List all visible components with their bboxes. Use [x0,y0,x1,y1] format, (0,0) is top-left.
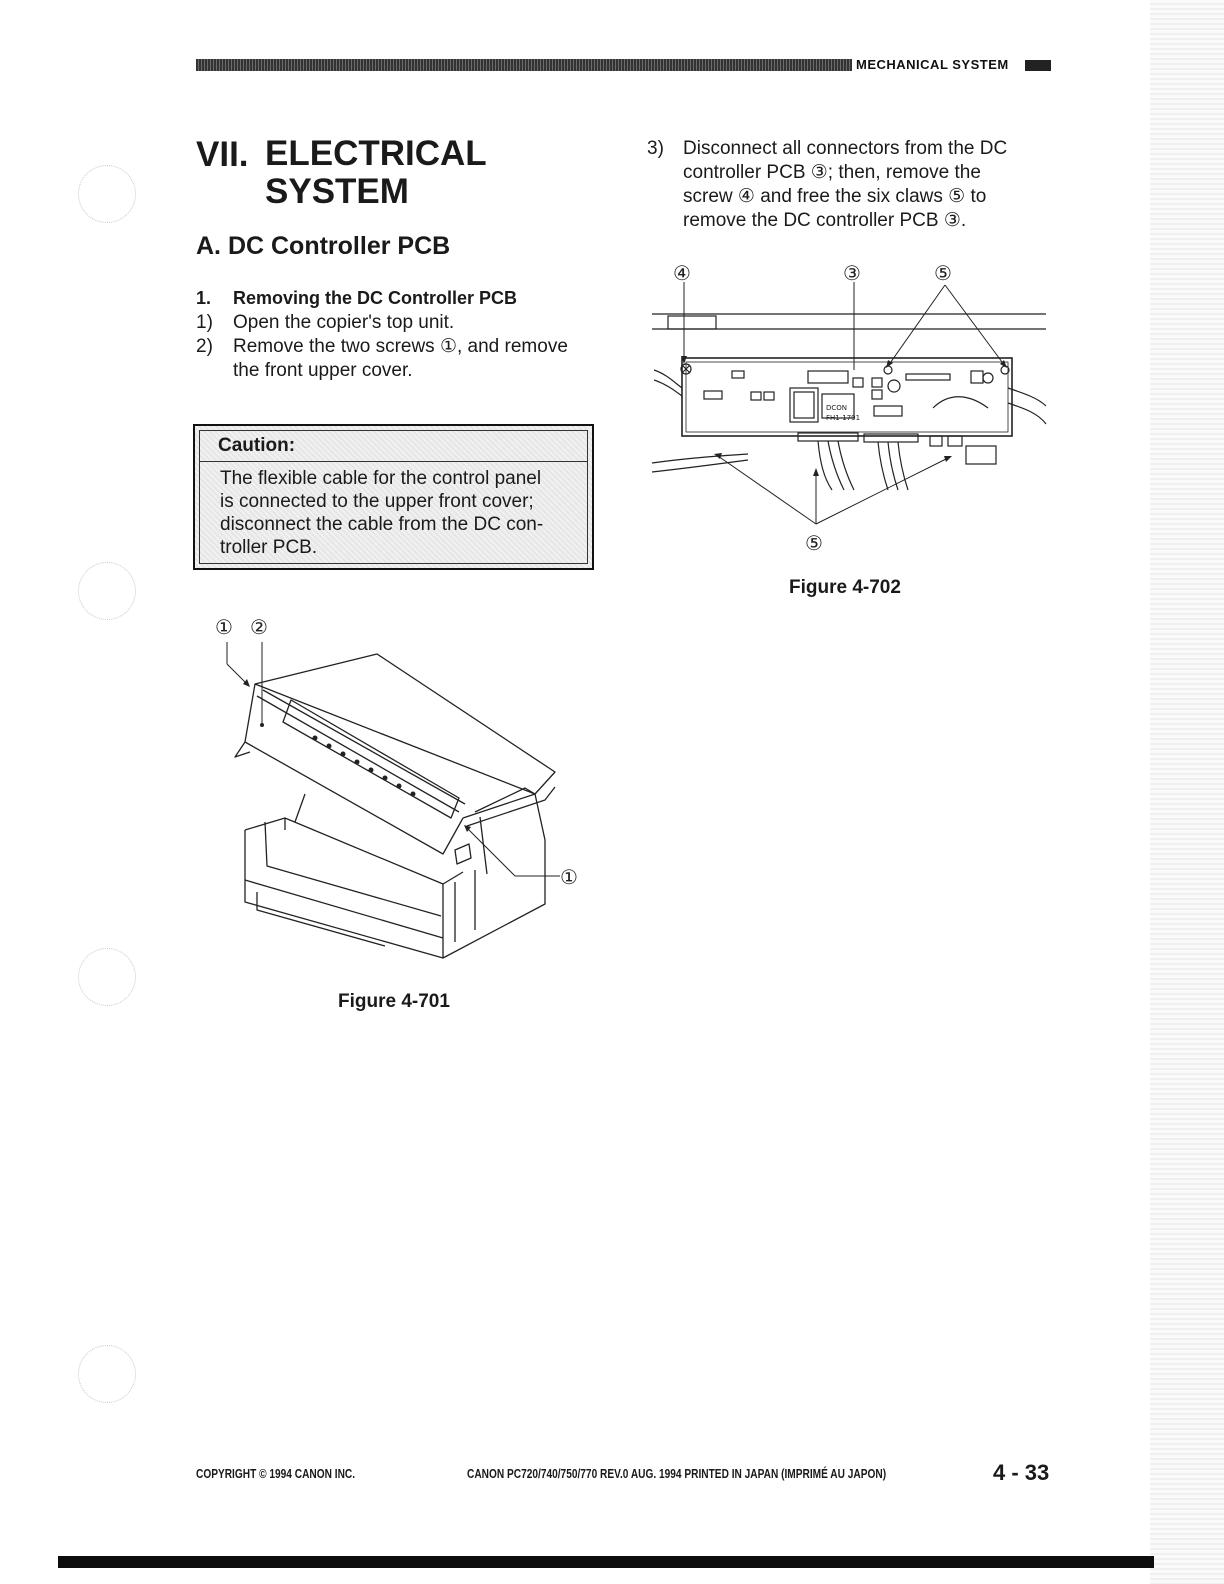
header-bar [196,59,852,71]
caution-line: disconnect the cable from the DC con- [220,514,544,535]
caution-box [193,424,594,570]
board-label: FH1-1791 [826,414,861,422]
figure-702-illustration [648,258,1050,558]
step-text-line: the front upper cover. [233,360,413,381]
callout-3: ③ [843,261,861,285]
bottom-edge-bar [58,1556,1154,1568]
caution-title: Caution: [200,431,587,462]
step-text-line: Disconnect all connectors from the DC [683,138,1008,159]
step-text-line: screw ④ and free the six claws ⑤ to [683,186,987,207]
step-text [233,335,568,383]
step-1 [196,311,596,335]
caution-line: troller PCB. [220,537,318,558]
step-text-line: controller PCB ③; then, remove the [683,162,981,183]
section-number: VII. [196,135,249,174]
callout-4: ④ [673,261,691,285]
callout-5: ⑤ [934,261,952,285]
binder-hole [78,562,136,620]
caution-line: The flexible cable for the control panel [220,468,542,489]
step-text-line: Remove the two screws ①, and remove [233,336,568,357]
section-title-line: SYSTEM [265,172,409,211]
step-text [683,137,1050,233]
page-number: 4 - 33 [993,1460,1050,1485]
figure-702-caption: Figure 4-702 [789,577,901,598]
callout-1: ① [560,865,578,889]
step-number: 2) [196,336,213,357]
callout-5: ⑤ [805,531,823,555]
running-header: MECHANICAL SYSTEM [856,57,1009,72]
step-3 [647,137,1052,233]
footer-copyright: COPYRIGHT © 1994 CANON INC. [196,1466,356,1481]
figure-701-caption: Figure 4-701 [338,991,450,1012]
page-edge-strip [1150,0,1224,1584]
subsection-title: A. DC Controller PCB [196,232,451,260]
procedure-heading-number: 1. [196,288,212,308]
binder-hole [78,948,136,1006]
board-label: DCON [826,404,848,412]
step-text: Open the copier's top unit. [233,312,455,333]
caution-body [220,467,579,559]
binder-hole [78,165,136,223]
callout-2: ② [250,615,268,639]
footer-doc-info: CANON PC720/740/750/770 REV.0 AUG. 1994 PRINTED IN JAPAN (IMPRIMÉ AU JAPON) [467,1466,887,1481]
step-2 [196,335,606,383]
callout-1: ① [215,615,233,639]
step-number: 1) [196,312,213,333]
procedure-heading-text: Removing the DC Controller PCB [233,288,518,308]
header-bar-end [1025,60,1051,71]
figure-701-illustration [205,612,590,982]
step-text-line: remove the DC controller PCB ③. [683,210,967,231]
binder-hole [78,1345,136,1403]
procedure-heading [196,288,517,309]
caution-line: is connected to the upper front cover; [220,491,534,512]
section-title-line: ELECTRICAL [265,134,487,173]
section-title [265,135,487,211]
step-number: 3) [647,138,664,159]
